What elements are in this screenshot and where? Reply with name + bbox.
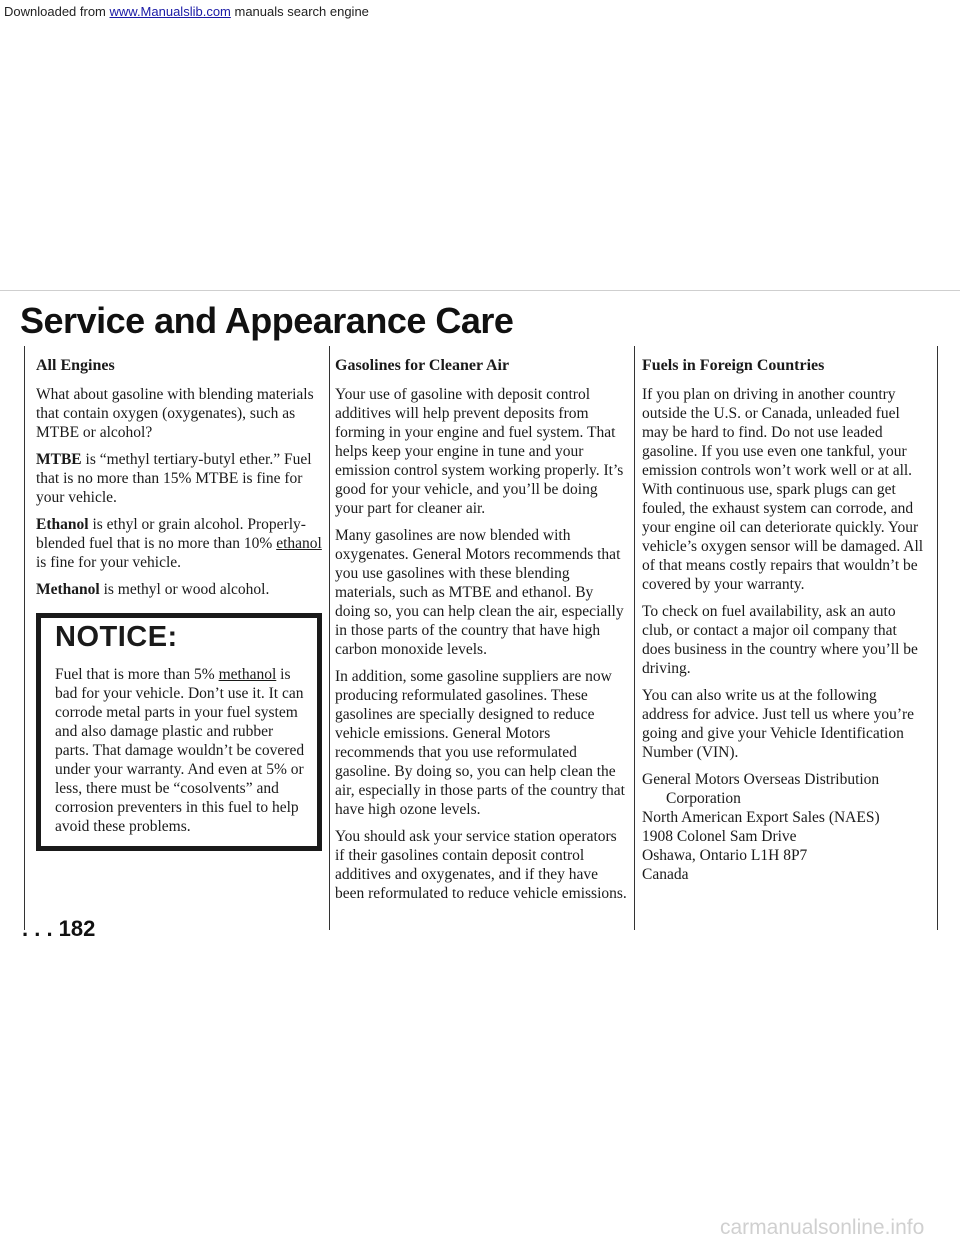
heading-foreign-countries: Fuels in Foreign Countries <box>642 357 825 374</box>
ethanol-text-1: is ethyl or grain alcohol. Properly-blended fuel that is no more than 10% <box>36 516 306 552</box>
paragraph-oxygenates: What about gasoline with blending materials that contain oxygen (oxygenates), such as MTBE or alcohol? <box>36 386 314 441</box>
column-foreign-countries <box>642 356 927 884</box>
ethanol-text-2: is fine for your vehicle. <box>36 554 182 571</box>
paragraph-deposit-control: Your use of gasoline with deposit control additives will help prevent deposits from forming in your engine and fuel system. That helps keep your engine in tune and your emission control system working properly. It’s good for your vehicle, and you’ll be doing your part for cleaner air. <box>335 386 624 517</box>
methanol-text: is methyl or wood alcohol. <box>99 581 270 598</box>
column-rule-2 <box>634 346 635 930</box>
notice-title: NOTICE: <box>55 621 178 653</box>
term-mtbe: MTBE <box>36 451 82 468</box>
address-line-3: North American Export Sales (NAES) <box>642 809 880 826</box>
address-line-4: 1908 Colonel Sam Drive <box>642 828 797 845</box>
section-title: Service and Appearance Care <box>20 300 514 341</box>
column-rule-left <box>24 346 25 930</box>
column-rule-1 <box>329 346 330 930</box>
term-methanol: Methanol <box>36 581 100 598</box>
paragraph-oxygenates-blend: Many gasolines are now blended with oxygenates. General Motors recommends that you use gasolines with these blending materials, such as MTBE and ethanol. By doing so, you can help clean the air, especially in those parts of the country that have high carbon monoxide levels. <box>335 527 624 658</box>
notice-methanol-word: methanol <box>218 666 277 683</box>
notice-text <box>55 665 309 836</box>
ethanol-word: ethanol <box>276 535 322 552</box>
paragraph-unleaded-fuel: If you plan on driving in another country outside the U.S. or Canada, unleaded fuel may be hard to find. Do not use leaded gasoline. If you use even one tankful, your emission controls won’t work well or at all. With continuous use, spark plugs can get fouled, the exhaust system can corrode, and your engine oil can deteriorate quickly. Your vehicle’s oxygen sensor will be damaged. All of that means costly repairs that wouldn’t be covered by your warranty. <box>642 386 924 593</box>
address-line-1: General Motors Overseas Distribution <box>642 771 880 788</box>
top-rule <box>0 290 960 291</box>
paragraph-methanol <box>36 580 324 599</box>
heading-cleaner-air: Gasolines for Cleaner Air <box>335 357 510 374</box>
address-line-5: Oshawa, Ontario L1H 8P7 <box>642 847 808 864</box>
paragraph-fuel-availability: To check on fuel availability, ask an auto club, or contact a major oil company that does business in the country where you’ll be driving. <box>642 603 918 677</box>
notice-text-2: is bad for your vehicle. Don’t use it. It can corrode metal parts in your fuel system and also damage plastic and rubber parts. That damage wouldn’t be covered under your warranty. And even at 5% or less, there must be “cosolvents” and corrosion preventers in this fuel to help avoid these problems. <box>55 666 305 835</box>
mailing-address <box>642 770 927 884</box>
mtbe-text: is “methyl tertiary-butyl ether.” Fuel that is no more than 15% MTBE is fine for your vehicle. <box>36 451 312 506</box>
column-rule-right <box>937 346 938 930</box>
footer-watermark: carmanualsonline.info <box>720 1216 925 1239</box>
paragraph-ask-station: You should ask your service station operators if their gasolines contain deposit control additives and oxygenates, and if they have been reformulated to reduce vehicle emissions. <box>335 828 627 902</box>
heading-all-engines: All Engines <box>36 357 115 374</box>
paragraph-write-us: You can also write us at the following address for advice. Just tell us where you’re going and give your Vehicle Identification Number (VIN). <box>642 687 915 761</box>
paragraph-mtbe <box>36 450 324 507</box>
paragraph-ethanol <box>36 515 324 572</box>
banner-suffix: manuals search engine <box>230 4 369 19</box>
term-ethanol: Ethanol <box>36 516 89 533</box>
column-cleaner-air <box>335 356 627 911</box>
page-number: . . . 182 <box>22 916 96 941</box>
notice-box <box>36 613 322 851</box>
download-banner <box>4 4 604 19</box>
column-all-engines <box>36 356 324 851</box>
manualslib-link[interactable]: www.Manualslib.com <box>109 4 231 19</box>
notice-text-1: Fuel that is more than 5% <box>55 666 219 683</box>
address-line-2: Corporation <box>666 790 741 807</box>
address-line-6: Canada <box>642 866 689 883</box>
paragraph-reformulated: In addition, some gasoline suppliers are now producing reformulated gasolines. These gasolines are specially designed to reduce vehicle emissions. General Motors recommends that you use reformulated gasoline. By doing so, you can help clean the air, especially in those parts of the country that have high ozone levels. <box>335 668 625 818</box>
banner-prefix: Downloaded from <box>4 4 110 19</box>
